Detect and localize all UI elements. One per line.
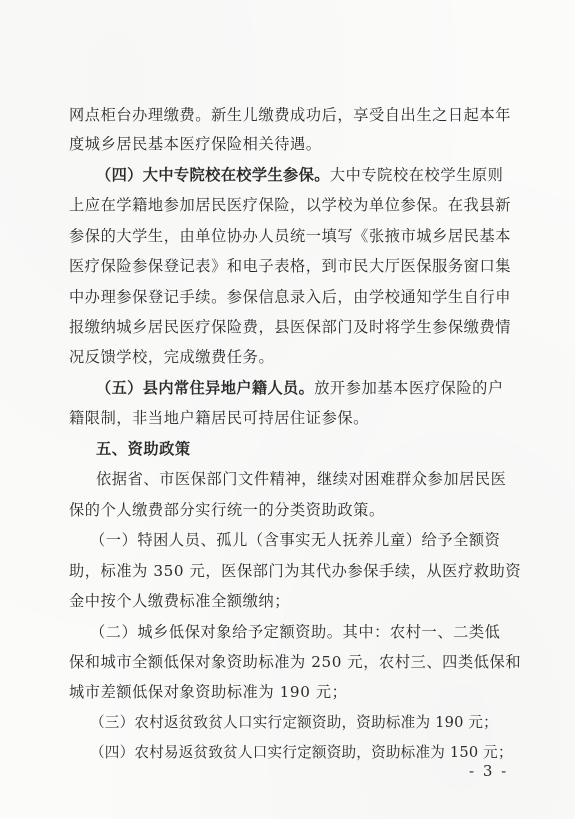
line-text: （三）农村返贫致贫人口实行定额资助，资助标准为 190 元； bbox=[90, 714, 498, 731]
line-text: 保和城市全额低保对象资助标准为 250 元，农村三、四类低保和 bbox=[69, 653, 522, 671]
line-text: 上应在学籍地参加居民医疗保险，以学校为单位参保。在我县新 bbox=[69, 196, 512, 214]
section-heading-text: 五、资助政策 bbox=[96, 440, 191, 458]
paragraph-line bbox=[69, 347, 274, 367]
line-text: 报缴纳城乡居民医疗保险费，县医保部门及时将学生参保缴费情 bbox=[69, 318, 512, 336]
line-text: 中办理参保登记手续。参保信息录入后，由学校通知学生自行申 bbox=[69, 288, 512, 306]
paragraph-line bbox=[69, 408, 369, 428]
paragraph-line bbox=[69, 256, 511, 276]
list-item-line bbox=[90, 530, 500, 550]
line-text: 度城乡居民基本医疗保险相关待遇。 bbox=[69, 135, 322, 153]
line-text: 金中按个人缴费标准全额缴纳； bbox=[69, 592, 291, 610]
paragraph-line bbox=[69, 195, 511, 215]
subsection-line bbox=[96, 165, 503, 185]
subsection-title: （五）县内常住异地户籍人员。 bbox=[96, 379, 315, 397]
line-text: 放开参加基本医疗保险的户 bbox=[314, 379, 504, 397]
line-text: 籍限制，非当地户籍居民可持居住证参保。 bbox=[69, 409, 369, 427]
paragraph-line bbox=[69, 287, 511, 307]
paragraph-line bbox=[69, 105, 511, 125]
paragraph-line bbox=[69, 561, 521, 581]
line-text: 大中专院校在校学生原则 bbox=[329, 166, 504, 184]
paragraph-line bbox=[69, 500, 385, 520]
line-text: 助，标准为 350 元，医保部门为其代办参保手续，从医疗救助资 bbox=[69, 562, 522, 580]
line-text: 参保的大学生，由单位协办人员统一填写《张掖市城乡居民基本 bbox=[69, 227, 512, 245]
list-item-line bbox=[90, 743, 513, 763]
paragraph-line bbox=[96, 469, 506, 489]
subsection-title: （四）大中专院校在校学生参保。 bbox=[96, 166, 330, 184]
list-item-line bbox=[90, 713, 498, 733]
paragraph-line bbox=[69, 591, 290, 611]
line-text: 保的个人缴费部分实行统一的分类资助政策。 bbox=[69, 501, 385, 519]
paragraph-line bbox=[69, 682, 347, 702]
subsection-line bbox=[96, 378, 504, 398]
paragraph-line bbox=[69, 652, 521, 672]
paragraph-line bbox=[69, 317, 511, 337]
line-text: 依据省、市医保部门文件精神，继续对困难群众参加居民医 bbox=[96, 470, 507, 488]
line-text: （四）农村易返贫致贫人口实行定额资助，资助标准为 150 元； bbox=[90, 744, 513, 761]
section-heading bbox=[96, 439, 191, 459]
page-number: - 3 - bbox=[469, 762, 509, 780]
line-text: （一）特困人员、孤儿（含事实无人抚养儿童）给予全额资 bbox=[90, 531, 501, 549]
line-text: 医疗保险参保登记表》和电子表格，到市民大厅医保服务窗口集 bbox=[69, 257, 512, 275]
paragraph-line bbox=[69, 226, 511, 246]
line-text: （二）城乡低保对象给予定额资助。其中：农村一、二类低 bbox=[90, 623, 501, 641]
line-text: 况反馈学校，完成缴费任务。 bbox=[69, 348, 275, 366]
line-text: 城市差额低保对象资助标准为 190 元； bbox=[69, 683, 348, 701]
line-text: 网点柜台办理缴费。新生儿缴费成功后，享受自出生之日起本年 bbox=[69, 106, 512, 124]
paragraph-line bbox=[69, 134, 322, 154]
list-item-line bbox=[90, 622, 500, 642]
